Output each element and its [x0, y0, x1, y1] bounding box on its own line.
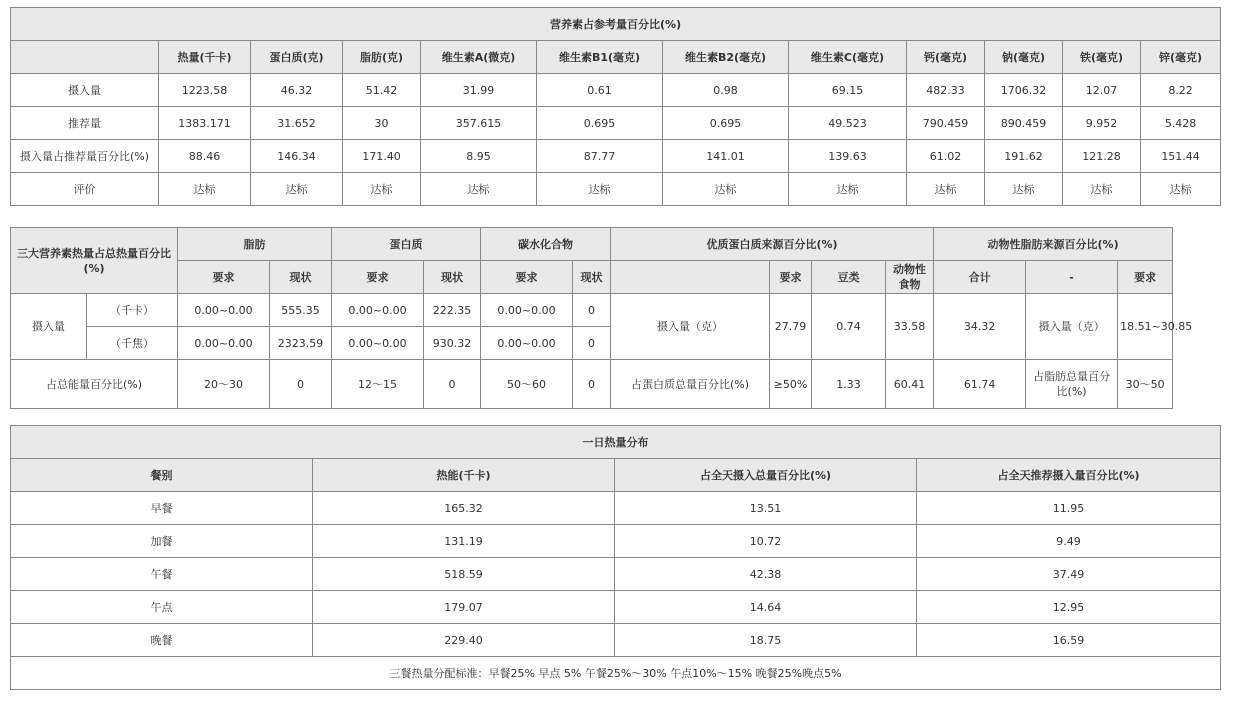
- meal-table: [10, 425, 1221, 690]
- nutrient-body: [11, 74, 1221, 206]
- table-cell: 达标: [421, 173, 537, 206]
- meal-header-cell: 餐别: [11, 459, 313, 492]
- table-cell: 9.952: [1063, 107, 1141, 140]
- meal-body: [11, 492, 1221, 657]
- table-cell: 达标: [159, 173, 251, 206]
- table-cell: 晚餐: [11, 624, 313, 657]
- table-cell: 0.695: [537, 107, 663, 140]
- af-intake-req: 18.51~30.85: [1118, 294, 1173, 360]
- kj-carb-cur: 0: [573, 327, 611, 360]
- table-cell: 达标: [251, 173, 343, 206]
- nutrient-header-cell: 维生素B1(毫克): [537, 41, 663, 74]
- nutrient-header-cell: 蛋白质(克): [251, 41, 343, 74]
- table-cell: 88.46: [159, 140, 251, 173]
- pq-intake-soy: 0.74: [812, 294, 886, 360]
- table-cell: 37.49: [917, 558, 1221, 591]
- meal-footer-note: 三餐热量分配标准：早餐25% 早点 5% 午餐25%～30% 午点10%～15% 晚餐25%晚点5%: [11, 657, 1221, 690]
- fat-cur-header: 现状: [270, 261, 332, 294]
- kcal-protein-cur: 222.35: [424, 294, 481, 327]
- table-cell: 1706.32: [985, 74, 1063, 107]
- table-cell: 890.459: [985, 107, 1063, 140]
- table-row: [11, 107, 1221, 140]
- carb-req-header: 要求: [481, 261, 573, 294]
- fat-req-header: 要求: [178, 261, 270, 294]
- table-cell: 31.652: [251, 107, 343, 140]
- meal-header-row: [11, 459, 1221, 492]
- energy-pct-label: 占总能量百分比(%): [11, 360, 178, 409]
- table-cell: 165.32: [313, 492, 615, 525]
- group-fat: 脂肪: [178, 228, 332, 261]
- table-cell: 18.75: [615, 624, 917, 657]
- kj-fat-cur: 2323.59: [270, 327, 332, 360]
- pq-pct-label: 占蛋白质总量百分比(%): [611, 360, 770, 409]
- pq-pct-animal: 60.41: [886, 360, 934, 409]
- unit-kcal: （千卡）: [87, 294, 178, 327]
- table-cell: 达标: [907, 173, 985, 206]
- table-cell: 达标: [537, 173, 663, 206]
- nutrient-header-cell: 热量(千卡): [159, 41, 251, 74]
- pq-req-header: 要求: [770, 261, 812, 294]
- pq-intake-label: 摄入量（克）: [611, 294, 770, 360]
- table-cell: 151.44: [1141, 140, 1221, 173]
- nutrient-table-title: 营养素占参考量百分比(%): [11, 8, 1221, 41]
- table-row: [11, 140, 1221, 173]
- table-cell: 达标: [1141, 173, 1221, 206]
- table-cell: 达标: [1063, 173, 1141, 206]
- pq-pct-req: ≥50%: [770, 360, 812, 409]
- nutrient-header-row: [11, 41, 1221, 74]
- table-cell: 10.72: [615, 525, 917, 558]
- table-cell: 49.523: [789, 107, 907, 140]
- table-cell: 61.02: [907, 140, 985, 173]
- energy-protein-req: 12～15: [332, 360, 424, 409]
- table-cell: 13.51: [615, 492, 917, 525]
- pq-blank-header: [611, 261, 770, 294]
- table-cell: 12.95: [917, 591, 1221, 624]
- table-cell: 14.64: [615, 591, 917, 624]
- table-cell: 357.615: [421, 107, 537, 140]
- table-cell: 179.07: [313, 591, 615, 624]
- table-cell: 30: [343, 107, 421, 140]
- row-label: 摄入量占推荐量百分比(%): [11, 140, 159, 173]
- nutrient-header-cell: 维生素C(毫克): [789, 41, 907, 74]
- pq-pct-soy: 1.33: [812, 360, 886, 409]
- unit-kj: （千焦）: [87, 327, 178, 360]
- group-animal-fat: 动物性脂肪来源百分比(%): [934, 228, 1173, 261]
- pq-intake-animal: 33.58: [886, 294, 934, 360]
- table-cell: 131.19: [313, 525, 615, 558]
- energy-protein-cur: 0: [424, 360, 481, 409]
- group-protein: 蛋白质: [332, 228, 481, 261]
- nutrient-header-cell: 钙(毫克): [907, 41, 985, 74]
- nutrient-header-cell: 维生素B2(毫克): [663, 41, 789, 74]
- table-row: [11, 492, 1221, 525]
- group-carb: 碳水化合物: [481, 228, 611, 261]
- kcal-protein-req: 0.00~0.00: [332, 294, 424, 327]
- af-req-header: 要求: [1118, 261, 1173, 294]
- af-dash-header: -: [1026, 261, 1118, 294]
- group-quality-protein: 优质蛋白质来源百分比(%): [611, 228, 934, 261]
- row-label: 推荐量: [11, 107, 159, 140]
- row-label: 摄入量: [11, 74, 159, 107]
- table-cell: 1383.171: [159, 107, 251, 140]
- table-cell: 141.01: [663, 140, 789, 173]
- pq-pct-total: 61.74: [934, 360, 1026, 409]
- table-cell: 0.98: [663, 74, 789, 107]
- table-cell: 12.07: [1063, 74, 1141, 107]
- af-pct-label: 占脂肪总量百分比(%): [1026, 360, 1118, 409]
- table-cell: 790.459: [907, 107, 985, 140]
- table-row: [11, 558, 1221, 591]
- table-cell: 9.49: [917, 525, 1221, 558]
- nutrient-table: [10, 7, 1221, 206]
- table-cell: 31.99: [421, 74, 537, 107]
- pq-intake-req: 27.79: [770, 294, 812, 360]
- protein-req-header: 要求: [332, 261, 424, 294]
- table-cell: 0.61: [537, 74, 663, 107]
- carb-cur-header: 现状: [573, 261, 611, 294]
- table-cell: 229.40: [313, 624, 615, 657]
- protein-cur-header: 现状: [424, 261, 481, 294]
- kcal-carb-cur: 0: [573, 294, 611, 327]
- table-cell: 46.32: [251, 74, 343, 107]
- table-cell: 5.428: [1141, 107, 1221, 140]
- energy-fat-cur: 0: [270, 360, 332, 409]
- energy-fat-req: 20～30: [178, 360, 270, 409]
- meal-header-cell: 热能(千卡): [313, 459, 615, 492]
- af-intake-label: 摄入量（克）: [1026, 294, 1118, 360]
- table-row: [11, 74, 1221, 107]
- nutrient-header-cell: 钠(毫克): [985, 41, 1063, 74]
- table-cell: 0.695: [663, 107, 789, 140]
- table-cell: 51.42: [343, 74, 421, 107]
- table-cell: 1223.58: [159, 74, 251, 107]
- energy-carb-req: 50～60: [481, 360, 573, 409]
- nutrient-header-cell: 脂肪(克): [343, 41, 421, 74]
- table-cell: 87.77: [537, 140, 663, 173]
- table-cell: 8.22: [1141, 74, 1221, 107]
- meal-header-cell: 占全天推荐摄入量百分比(%): [917, 459, 1221, 492]
- nutrient-header-cell: [11, 41, 159, 74]
- table-cell: 121.28: [1063, 140, 1141, 173]
- intake-label: 摄入量: [11, 294, 87, 360]
- table-cell: 午点: [11, 591, 313, 624]
- pq-total-header: 合计: [934, 261, 1026, 294]
- table-cell: 达标: [663, 173, 789, 206]
- meal-table-title: 一日热量分布: [11, 426, 1221, 459]
- table-row: [11, 525, 1221, 558]
- table-cell: 11.95: [917, 492, 1221, 525]
- pq-intake-total: 34.32: [934, 294, 1026, 360]
- meal-header-cell: 占全天摄入总量百分比(%): [615, 459, 917, 492]
- table-cell: 171.40: [343, 140, 421, 173]
- table-cell: 16.59: [917, 624, 1221, 657]
- kj-protein-req: 0.00~0.00: [332, 327, 424, 360]
- table-cell: 达标: [985, 173, 1063, 206]
- pq-animal-header: 动物性食物: [886, 261, 934, 294]
- energy-carb-cur: 0: [573, 360, 611, 409]
- macro-table: [10, 227, 1193, 409]
- kcal-fat-cur: 555.35: [270, 294, 332, 327]
- table-cell: 139.63: [789, 140, 907, 173]
- kj-carb-req: 0.00~0.00: [481, 327, 573, 360]
- table-cell: 达标: [789, 173, 907, 206]
- af-pct-req: 30～50: [1118, 360, 1173, 409]
- table-cell: 146.34: [251, 140, 343, 173]
- table-row: [11, 173, 1221, 206]
- nutrient-header-cell: 维生素A(微克): [421, 41, 537, 74]
- nutrient-header-cell: 锌(毫克): [1141, 41, 1221, 74]
- table-cell: 加餐: [11, 525, 313, 558]
- table-cell: 8.95: [421, 140, 537, 173]
- table-cell: 69.15: [789, 74, 907, 107]
- table-cell: 191.62: [985, 140, 1063, 173]
- table-cell: 42.38: [615, 558, 917, 591]
- table-cell: 午餐: [11, 558, 313, 591]
- macro-corner-header: 三大营养素热量占总热量百分比(%): [11, 228, 178, 294]
- row-label: 评价: [11, 173, 159, 206]
- kj-protein-cur: 930.32: [424, 327, 481, 360]
- pq-soy-header: 豆类: [812, 261, 886, 294]
- table-row: [11, 591, 1221, 624]
- table-cell: 达标: [343, 173, 421, 206]
- kj-fat-req: 0.00~0.00: [178, 327, 270, 360]
- table-cell: 482.33: [907, 74, 985, 107]
- nutrient-header-cell: 铁(毫克): [1063, 41, 1141, 74]
- table-row: [11, 624, 1221, 657]
- kcal-carb-req: 0.00~0.00: [481, 294, 573, 327]
- table-cell: 518.59: [313, 558, 615, 591]
- kcal-fat-req: 0.00~0.00: [178, 294, 270, 327]
- table-cell: 早餐: [11, 492, 313, 525]
